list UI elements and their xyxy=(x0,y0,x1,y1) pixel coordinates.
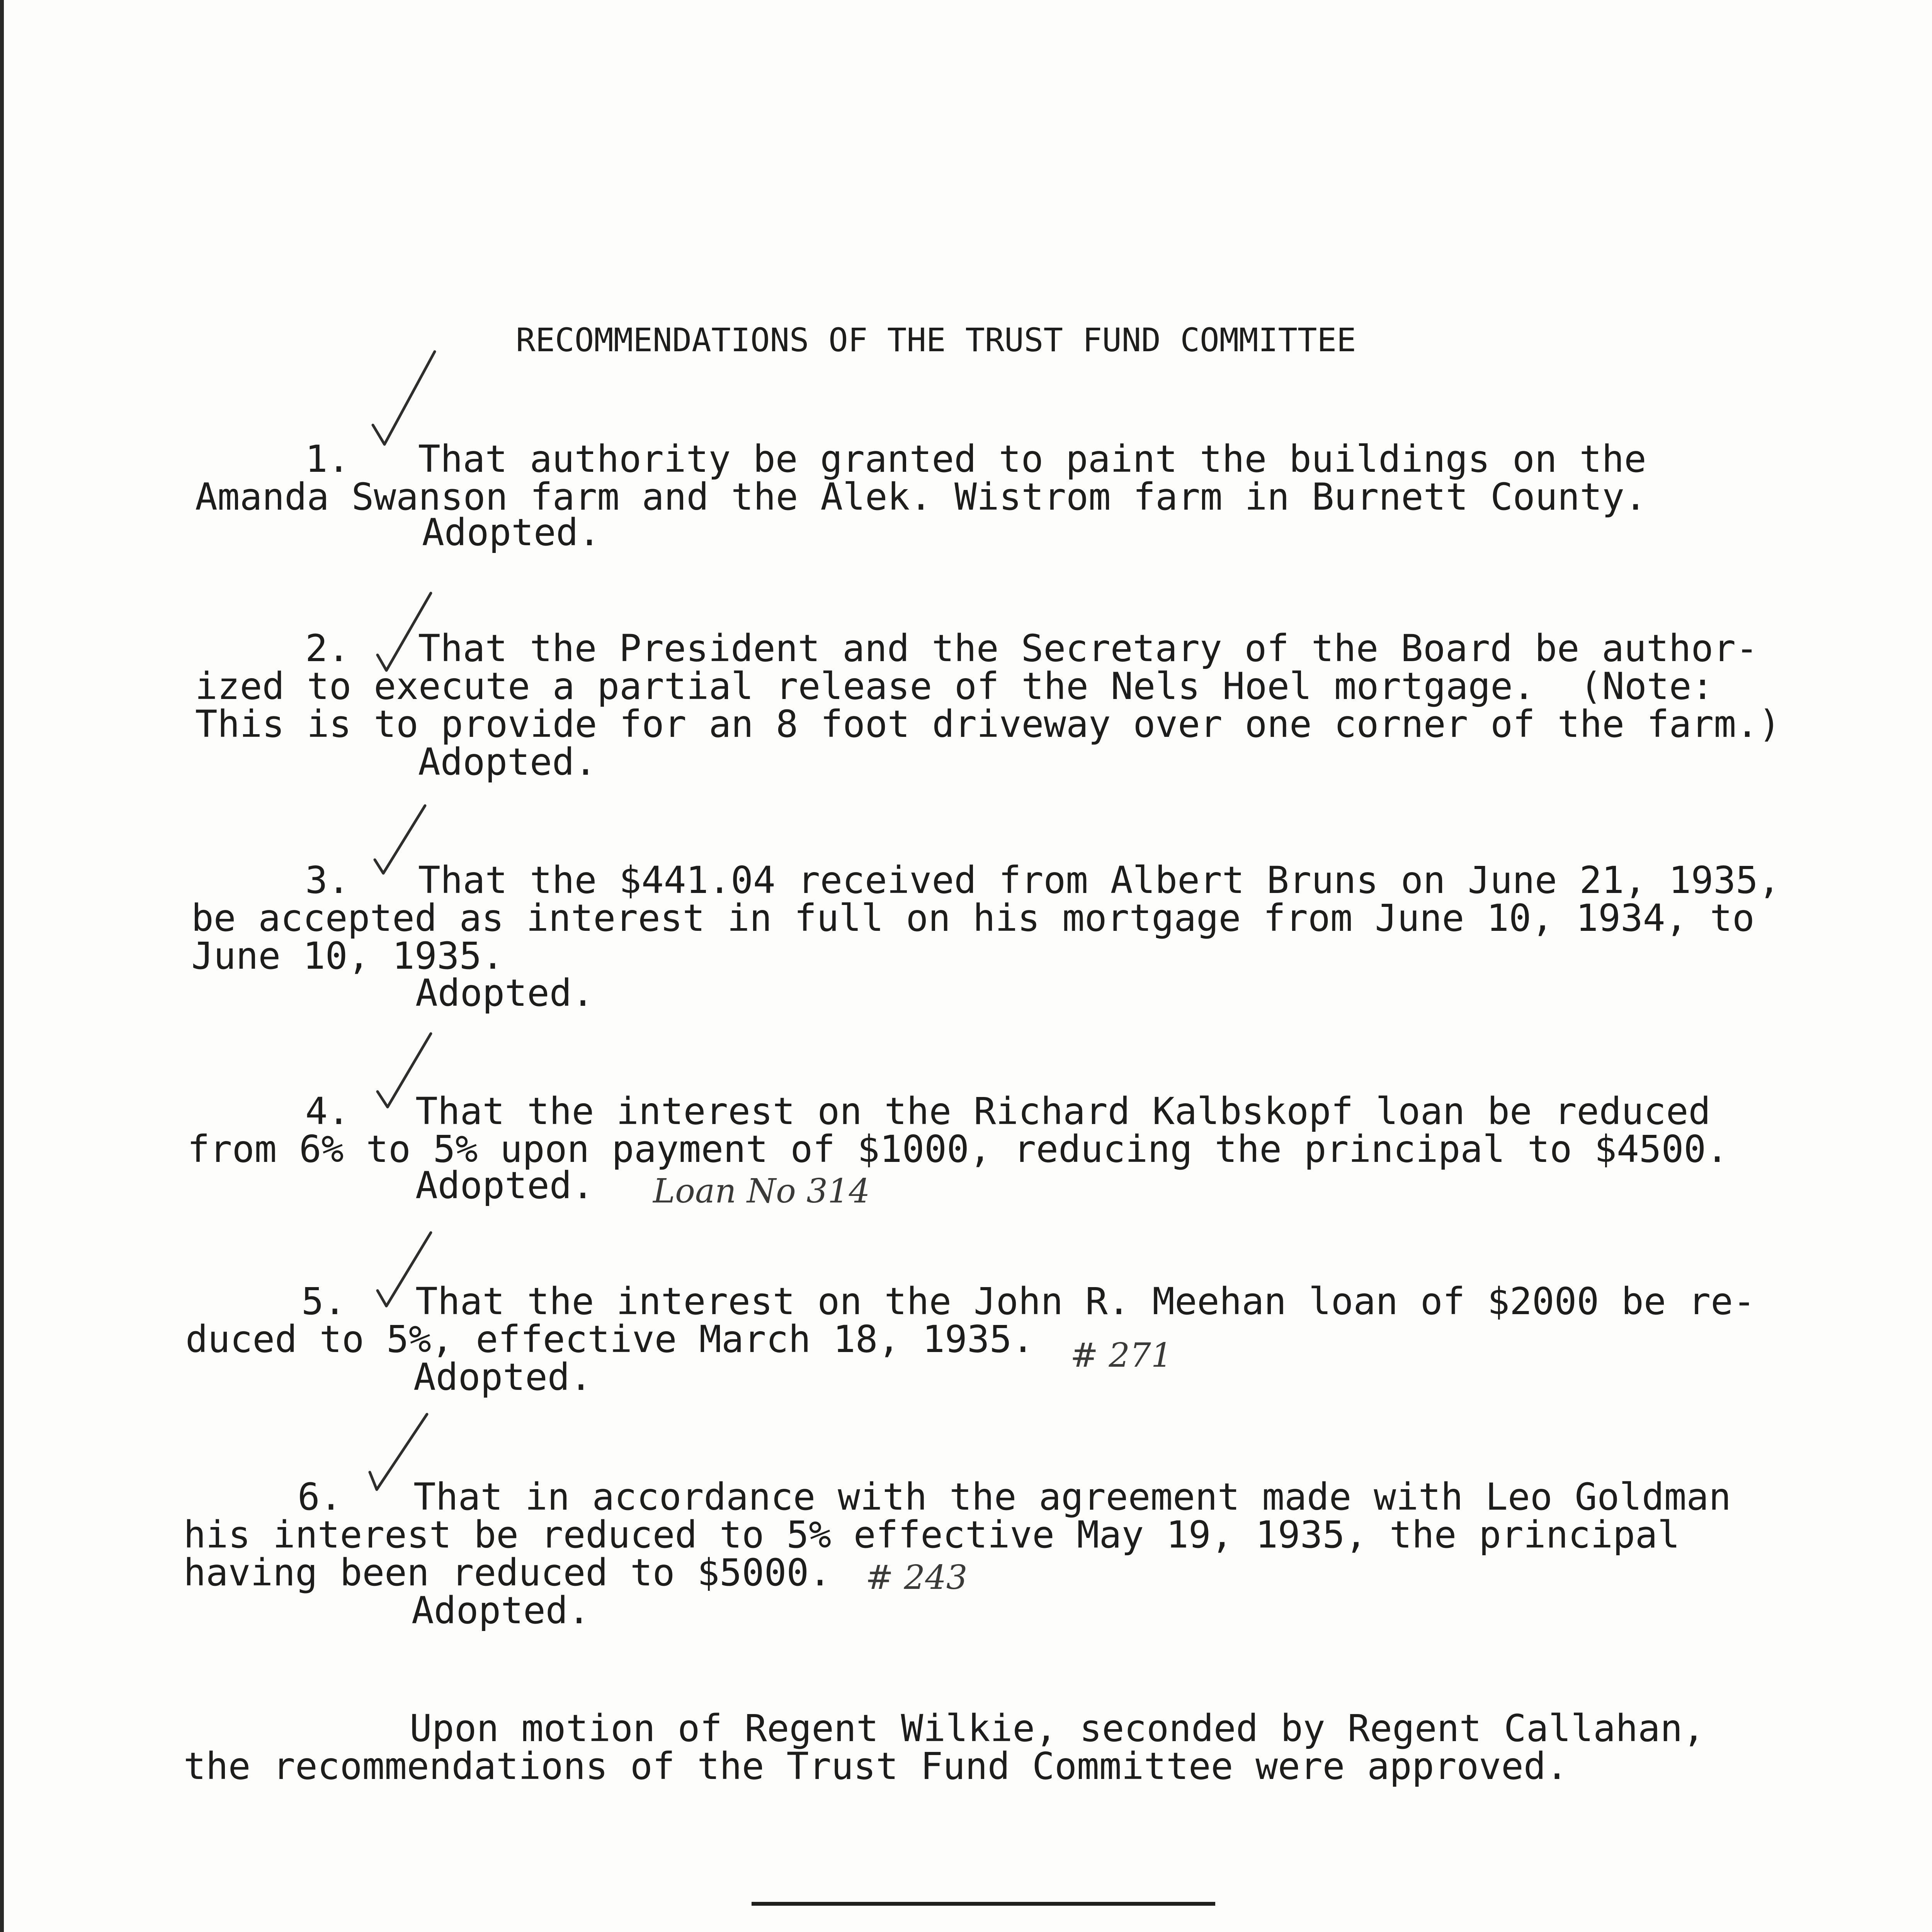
item-number: 4. xyxy=(305,1090,350,1133)
item-text-line: June 10, 1935. xyxy=(191,934,504,978)
scan-edge xyxy=(0,0,4,1932)
item-number: 2. xyxy=(305,627,350,670)
item-text-line: from 6% to 5% upon payment of $1000, reducing the principal to $4500. xyxy=(187,1128,1728,1171)
section-divider xyxy=(752,1902,1215,1906)
item-text-line: That the interest on the Richard Kalbskopf loan be reduced xyxy=(415,1090,1711,1133)
item-text-line: Amanda Swanson farm and the Alek. Wistrom farm in Burnett County. xyxy=(195,475,1647,519)
adopted-status: Adopted. xyxy=(415,1164,594,1207)
item-text-line: his interest be reduced to 5% effective May 19, 1935, the principal xyxy=(184,1513,1680,1556)
page-title: RECOMMENDATIONS OF THE TRUST FUND COMMITTEE xyxy=(516,321,1356,359)
adopted-status: Adopted. xyxy=(422,511,601,554)
item-number: 6. xyxy=(298,1475,342,1519)
item-number: 5. xyxy=(301,1280,346,1323)
adopted-status: Adopted. xyxy=(418,740,597,784)
handwritten-note: # 243 xyxy=(866,1558,968,1597)
handwritten-note: # 271 xyxy=(1070,1336,1172,1375)
handwritten-note: Loan No 314 xyxy=(653,1172,870,1211)
motion-text-line: Upon motion of Regent Wilkie, seconded by Regent Callahan, xyxy=(410,1707,1705,1750)
item-text-line: That the President and the Secretary of the Board be author- xyxy=(418,627,1758,670)
motion-text-line: the recommendations of the Trust Fund Committee were approved. xyxy=(184,1745,1568,1788)
item-text-line: ized to execute a partial release of the Nels Hoel mortgage. (Note: xyxy=(195,665,1714,708)
item-text-line: That the $441.04 received from Albert Bruns on June 21, 1935, xyxy=(418,859,1781,902)
item-number: 3. xyxy=(305,859,350,902)
item-text-line: That authority be granted to paint the buildings on the xyxy=(418,437,1646,481)
item-number: 1. xyxy=(305,437,350,481)
item-text-line: duced to 5%, effective March 18, 1935. xyxy=(185,1318,1034,1361)
item-text-line: having been reduced to $5000. xyxy=(184,1551,832,1594)
adopted-status: Adopted. xyxy=(412,1589,590,1632)
adopted-status: Adopted. xyxy=(413,1355,592,1399)
item-text-line: This is to provide for an 8 foot driveway over one corner of the farm.) xyxy=(195,702,1781,746)
item-text-line: That the interest on the John R. Meehan loan of $2000 be re- xyxy=(415,1280,1755,1323)
item-text-line: be accepted as interest in full on his mortgage from June 10, 1934, to xyxy=(191,896,1755,940)
item-text-line: That in accordance with the agreement made with Leo Goldman xyxy=(413,1475,1731,1519)
adopted-status: Adopted. xyxy=(415,971,594,1015)
